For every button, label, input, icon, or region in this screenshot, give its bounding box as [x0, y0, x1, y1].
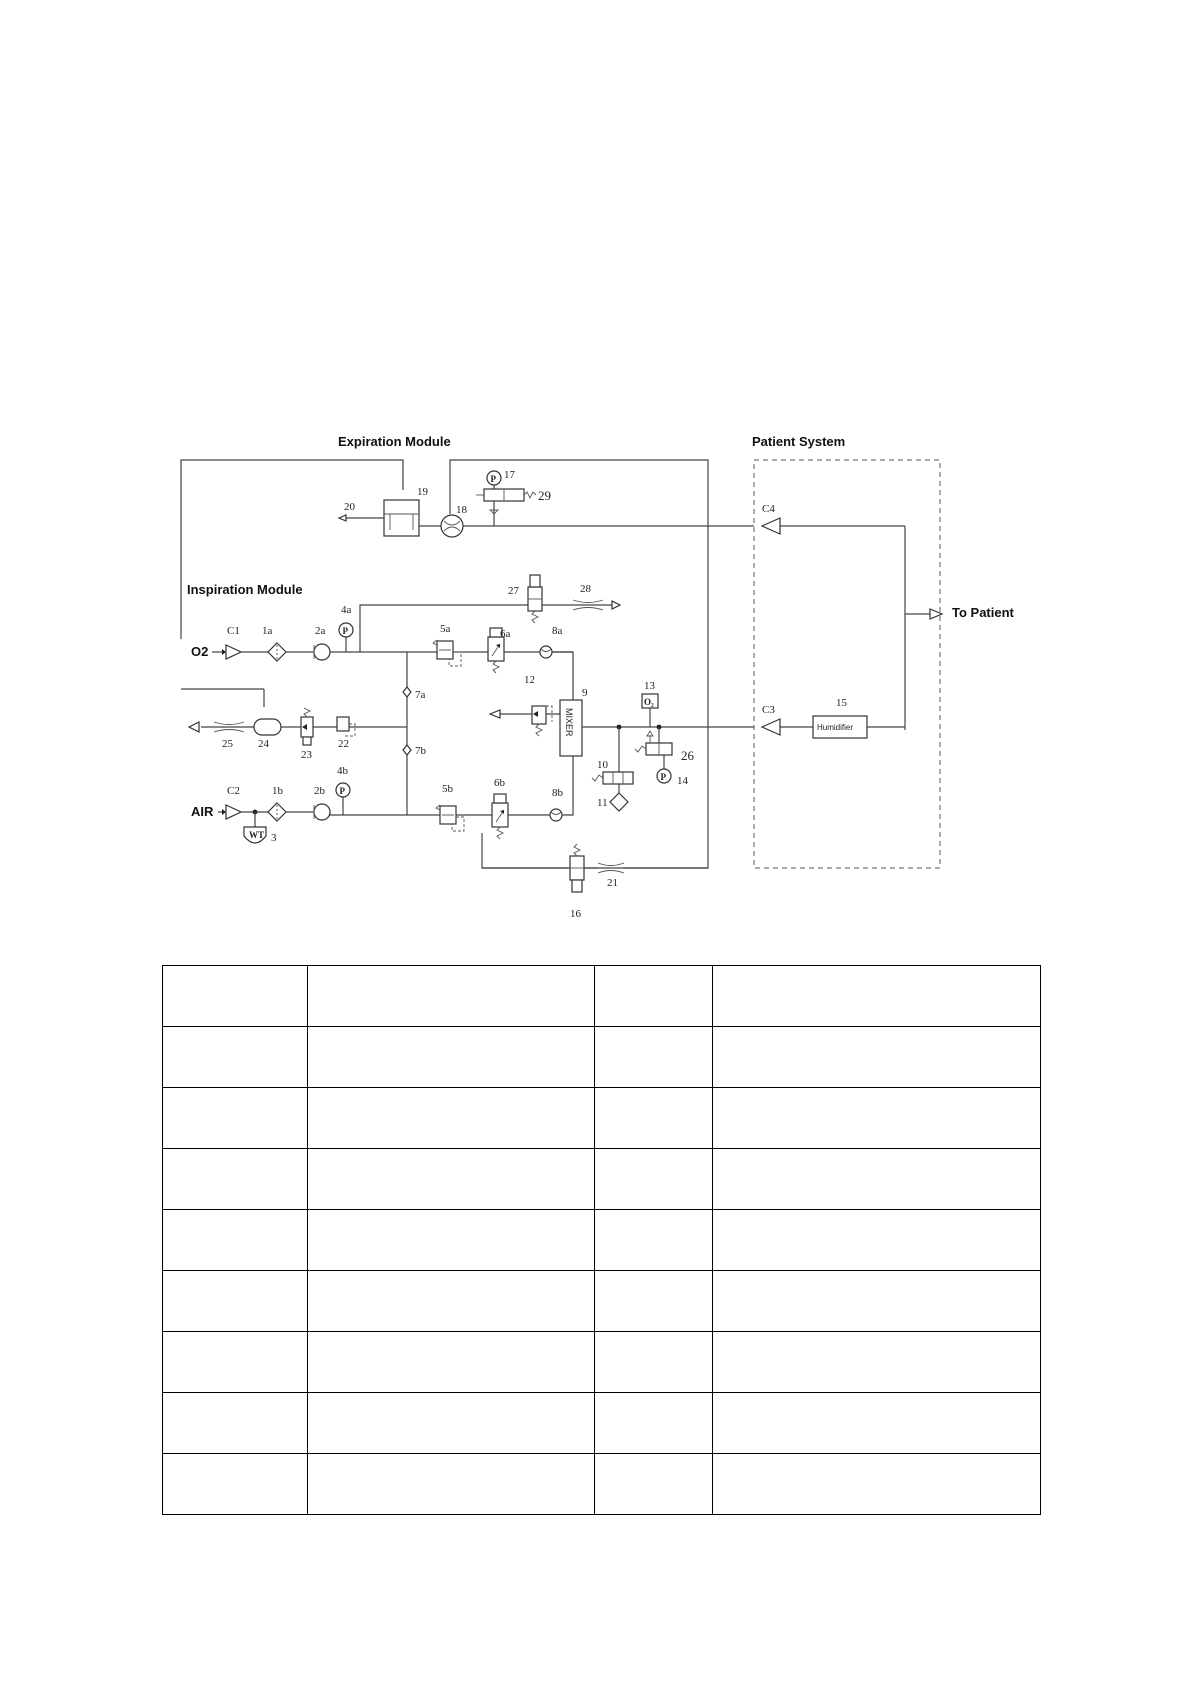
label-15: 15: [836, 697, 847, 709]
label-19: 19: [417, 486, 428, 498]
legend-cell: [163, 1454, 308, 1515]
label-17: 17: [504, 469, 515, 481]
connector-c1: [226, 645, 241, 659]
legend-cell: [163, 1210, 308, 1271]
legend-cell: [163, 1332, 308, 1393]
legend-cell: [713, 1088, 1041, 1149]
legend-row: [163, 1271, 1041, 1332]
legend-cell: [713, 1149, 1041, 1210]
label-6b: 6b: [494, 777, 505, 789]
label-5b: 5b: [442, 783, 453, 795]
label-23: 23: [301, 749, 312, 761]
label-13: 13: [644, 680, 655, 692]
connector-c2: [226, 805, 241, 819]
expiration-inner-loop: [450, 460, 708, 868]
legend-cell: [308, 1027, 595, 1088]
label-1b: 1b: [272, 785, 283, 797]
label-24: 24: [258, 738, 269, 750]
connector-c3: [762, 719, 780, 735]
humidifier-label: Humidifier: [817, 723, 854, 732]
label-27: 27: [508, 585, 519, 597]
legend-cell: [163, 1149, 308, 1210]
expiration-module-heading: Expiration Module: [338, 434, 451, 449]
legend-row: [163, 1332, 1041, 1393]
valve-12: [532, 706, 546, 724]
label-14: 14: [677, 775, 688, 787]
legend-cell: [713, 1332, 1041, 1393]
legend-row: [163, 1210, 1041, 1271]
label-25: 25: [222, 738, 233, 750]
valve-10: [603, 772, 633, 784]
component-19: [384, 500, 419, 536]
valve-6b: [492, 803, 508, 827]
branch-27-28: [360, 605, 612, 652]
input-o2-label: O2: [191, 644, 209, 659]
label-28: 28: [580, 583, 591, 595]
label-c2: C2: [227, 785, 240, 797]
label-8b: 8b: [552, 787, 563, 799]
label-22: 22: [338, 738, 349, 750]
expiration-outer-line: [181, 460, 403, 639]
legend-cell: [713, 1454, 1041, 1515]
legend-cell: [595, 1271, 713, 1332]
label-9: 9: [582, 687, 588, 699]
mixer-label: MIXER: [564, 708, 574, 737]
check-7b: [403, 745, 411, 755]
connector-c4: [762, 518, 780, 534]
label-2b: 2b: [314, 785, 325, 797]
legend-cell: [308, 1271, 595, 1332]
label-2a: 2a: [315, 625, 326, 637]
to-patient-label: To Patient: [952, 605, 1014, 620]
p-symbol-4b: P: [339, 786, 345, 796]
legend-row: [163, 1454, 1041, 1515]
legend-cell: [308, 966, 595, 1027]
legend-cell: [163, 1393, 308, 1454]
label-c4: C4: [762, 503, 775, 515]
label-c1: C1: [227, 625, 240, 637]
reservoir-24: [254, 719, 281, 735]
p-symbol-14: P: [660, 772, 666, 782]
flow-sensor-8a: [540, 646, 552, 658]
label-16: 16: [570, 908, 581, 920]
label-8a: 8a: [552, 625, 563, 637]
input-air-label: AIR: [191, 804, 214, 819]
label-10: 10: [597, 759, 608, 771]
legend-cell: [308, 1149, 595, 1210]
legend-cell: [713, 1271, 1041, 1332]
valve-6a: [488, 637, 504, 661]
legend-cell: [308, 1393, 595, 1454]
legend-cell: [713, 1210, 1041, 1271]
label-21: 21: [607, 877, 618, 889]
legend-cell: [163, 1271, 308, 1332]
p-symbol-17: P: [490, 474, 496, 484]
legend-row: [163, 1149, 1041, 1210]
legend-cell: [595, 1332, 713, 1393]
legend-row: [163, 966, 1041, 1027]
label-18: 18: [456, 504, 467, 516]
legend-cell: [595, 1027, 713, 1088]
legend-cell: [595, 1210, 713, 1271]
patient-system-heading: Patient System: [752, 434, 846, 449]
wt-symbol: WT: [249, 830, 265, 840]
label-29: 29: [538, 488, 551, 503]
label-7b: 7b: [415, 745, 426, 757]
legend-cell: [163, 1088, 308, 1149]
component-18: [441, 515, 463, 537]
label-5a: 5a: [440, 623, 451, 635]
label-11: 11: [597, 797, 608, 809]
label-4b: 4b: [337, 765, 348, 777]
legend-cell: [713, 1393, 1041, 1454]
label-12: 12: [524, 674, 535, 686]
legend-cell: [595, 1149, 713, 1210]
patient-system-boundary: [754, 460, 940, 868]
valve-22: [337, 717, 349, 731]
legend-cell: [595, 966, 713, 1027]
legend-cell: [595, 1393, 713, 1454]
legend-cell: [595, 1088, 713, 1149]
legend-cell: [713, 1027, 1041, 1088]
label-c3: C3: [762, 704, 775, 716]
filter-11: [610, 793, 628, 811]
legend-row: [163, 1393, 1041, 1454]
flow-sensor-8b: [550, 809, 562, 821]
legend-table: [162, 965, 1041, 1515]
inspiration-module-heading: Inspiration Module: [187, 582, 303, 597]
check-valve-2a: [314, 644, 330, 660]
label-20: 20: [344, 501, 355, 513]
label-1a: 1a: [262, 625, 273, 637]
legend-row: [163, 1088, 1041, 1149]
o2-symbol: O₂: [644, 697, 654, 707]
legend-cell: [308, 1454, 595, 1515]
legend-cell: [595, 1454, 713, 1515]
legend-cell: [308, 1088, 595, 1149]
check-7a: [403, 687, 411, 697]
label-7a: 7a: [415, 689, 426, 701]
check-valve-2b: [314, 804, 330, 820]
legend-row: [163, 1027, 1041, 1088]
label-4a: 4a: [341, 604, 352, 616]
legend-cell: [308, 1332, 595, 1393]
legend-cell: [163, 966, 308, 1027]
label-3: 3: [271, 832, 277, 844]
legend-cell: [713, 966, 1041, 1027]
legend-cell: [163, 1027, 308, 1088]
p-symbol-4a: P: [342, 626, 348, 636]
label-6a: 6a: [500, 628, 511, 640]
label-26: 26: [681, 748, 694, 763]
legend-cell: [308, 1210, 595, 1271]
